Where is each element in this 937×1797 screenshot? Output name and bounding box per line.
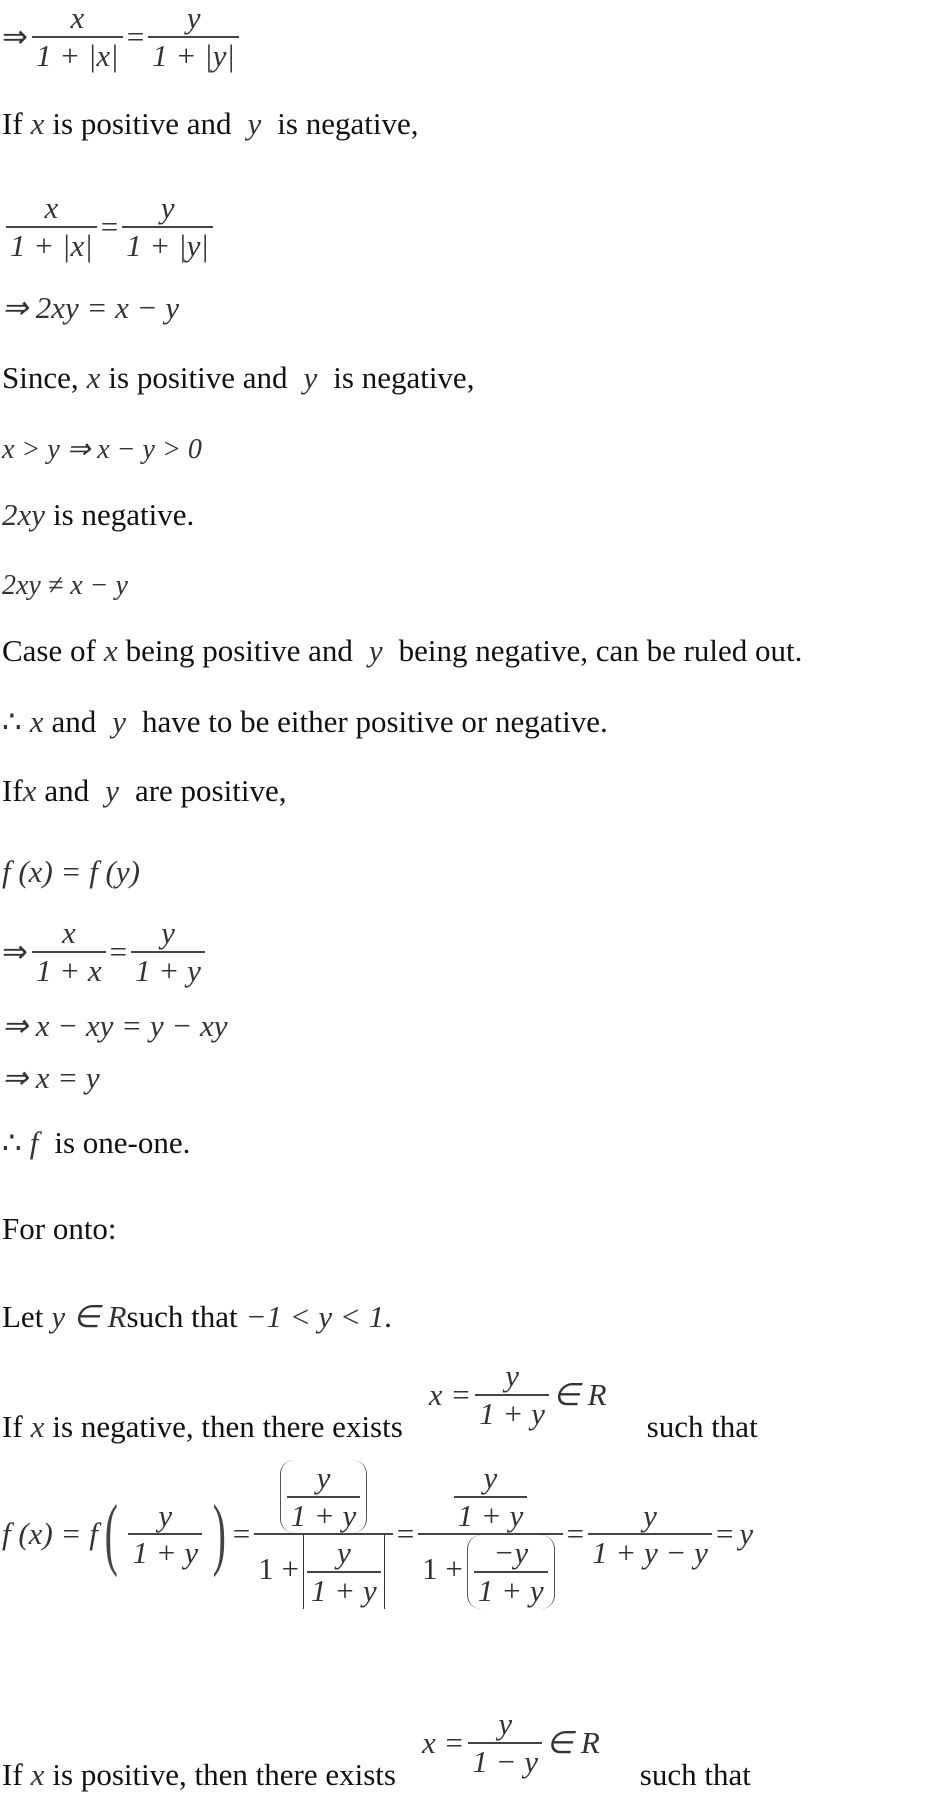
section-heading-onto: For onto: [2, 1211, 117, 1246]
math-var: x [22, 773, 37, 808]
denominator: 1 + y [290, 1497, 357, 1533]
math-var: x [29, 704, 44, 739]
math-expr: 2xy [2, 497, 46, 532]
text: . [384, 1299, 392, 1334]
math-var: x [30, 1409, 45, 1445]
text-line-11 [2, 773, 286, 809]
fraction [6, 190, 97, 263]
equals: = [396, 1516, 415, 1552]
math-expr: ∈ R [546, 1724, 600, 1760]
text: is positive and [108, 360, 288, 395]
text-line-19 [2, 1358, 758, 1445]
text: being positive and [125, 633, 353, 668]
denominator: 1 + x [35, 952, 102, 988]
text-line-18 [2, 1299, 392, 1335]
math-var: y [112, 704, 127, 739]
math-var: f [29, 1125, 39, 1160]
fraction [32, 915, 106, 988]
text: such that [639, 1757, 751, 1793]
text: have to be either positive or negative. [142, 704, 608, 739]
text: If [2, 1757, 23, 1793]
numerator: −y [493, 1535, 529, 1571]
parenthesized-fraction [467, 1535, 555, 1608]
fraction [128, 1498, 202, 1571]
absolute-value [303, 1535, 385, 1608]
text-line-2 [2, 106, 418, 142]
therefore-symbol: ∴ [2, 1125, 22, 1160]
math-expr: f (x) = f [2, 1516, 98, 1552]
math-expr: x = [428, 1376, 472, 1412]
text: is negative, [333, 360, 475, 395]
equals: = [100, 208, 119, 244]
math-var: x [30, 1757, 45, 1793]
math-expr: x = [421, 1724, 465, 1760]
text-line-10 [2, 704, 608, 740]
text-line-5 [2, 360, 474, 396]
math-var: y [105, 773, 119, 808]
numerator: y [161, 915, 175, 950]
equation-line-1 [2, 0, 243, 73]
math-var: y [739, 1516, 754, 1552]
fraction [122, 190, 213, 263]
right-paren: ) [212, 1490, 227, 1579]
denominator: 1 + |y| [126, 227, 209, 263]
denominator [254, 1535, 392, 1608]
equation-line-12: f (x) = f (y) [2, 854, 140, 889]
numerator: y [160, 190, 175, 225]
math-var: x [86, 360, 101, 395]
equation-line-8: 2xy ≠ x − y [2, 570, 128, 601]
fraction [588, 1498, 712, 1571]
text: is negative. [53, 497, 195, 532]
numerator: x [44, 190, 59, 225]
denominator: 1 + y − y [592, 1535, 708, 1571]
numerator: y [316, 1460, 331, 1495]
therefore-symbol: ∴ [2, 704, 22, 739]
fraction [254, 1460, 392, 1609]
equation-line-4: ⇒ 2xy = x − y [2, 290, 180, 325]
text: is positive, then there exists [52, 1757, 396, 1793]
numerator: x [61, 915, 76, 950]
denominator: 1 + |x| [10, 227, 93, 263]
text-line-16 [2, 1125, 190, 1161]
text: such that [646, 1409, 758, 1445]
numerator: y [505, 1358, 519, 1393]
fraction [32, 0, 123, 73]
equation-line-3 [2, 190, 217, 263]
text: are positive, [134, 773, 287, 808]
equation-line-6: x > y ⇒ x − y > 0 [2, 434, 202, 465]
numerator: y [186, 0, 201, 35]
equation-line-15: ⇒ x = y [2, 1060, 100, 1095]
equals: = [566, 1516, 585, 1552]
numerator: y [643, 1497, 657, 1533]
math-expr: 1 + [258, 1551, 299, 1587]
numerator: y [498, 1706, 513, 1741]
implies-symbol: ⇒ [2, 933, 28, 969]
equals: = [232, 1516, 251, 1552]
math-expr: −1 < y < 1 [245, 1299, 385, 1334]
math-var: x [30, 106, 45, 141]
numerator [272, 1460, 376, 1533]
denominator [418, 1535, 562, 1608]
denominator: 1 + y [132, 1535, 199, 1571]
math-var: y [247, 106, 262, 141]
text: If [2, 773, 23, 808]
text: being negative, can be ruled out. [398, 633, 803, 668]
denominator: 1 + y [477, 1572, 544, 1608]
denominator: 1 + y [479, 1395, 545, 1431]
text: is negative, then there exists [52, 1409, 403, 1445]
text: Since, [2, 360, 79, 395]
text: Case of [2, 633, 96, 668]
inline-equation [429, 1358, 607, 1431]
numerator: x [70, 0, 85, 35]
numerator [446, 1460, 536, 1533]
fraction [148, 0, 239, 73]
text-line-7 [2, 497, 194, 533]
text: is positive and [52, 106, 232, 141]
math-expr: y ∈ R [51, 1299, 127, 1334]
fraction [418, 1460, 562, 1609]
equation-line-14: ⇒ x − xy = y − xy [2, 1008, 228, 1043]
math-var: x [103, 633, 118, 668]
text: If [2, 106, 23, 141]
numerator: y [483, 1460, 498, 1495]
text: and [44, 773, 90, 808]
equals: = [715, 1516, 734, 1552]
text: If [2, 1409, 23, 1445]
text-line-21 [2, 1706, 751, 1793]
denominator: 1 + y [311, 1572, 377, 1608]
math-expr: 1 + [422, 1551, 463, 1587]
implies-symbol: ⇒ [2, 18, 28, 54]
text-line-9 [2, 633, 802, 669]
fraction [475, 1358, 549, 1431]
left-paren: ( [104, 1490, 118, 1579]
denominator: 1 + |y| [152, 37, 235, 73]
equation-line-13 [2, 915, 209, 988]
math-expr: ∈ R [552, 1376, 607, 1412]
text: Let [2, 1299, 44, 1334]
math-var: y [303, 360, 318, 395]
text: such that [126, 1299, 238, 1334]
equation-line-20 [2, 1460, 753, 1609]
numerator: y [336, 1535, 351, 1571]
text: is negative, [277, 106, 419, 141]
denominator: 1 + y [457, 1497, 524, 1533]
text: is one-one. [54, 1125, 191, 1160]
denominator: 1 + |x| [35, 37, 119, 73]
denominator: 1 − y [472, 1743, 539, 1779]
math-var: y [368, 633, 383, 668]
fraction [131, 915, 205, 988]
equals: = [126, 18, 145, 54]
denominator: 1 + y [135, 952, 201, 988]
numerator: y [158, 1497, 173, 1533]
text: and [51, 704, 97, 739]
inline-equation [422, 1706, 600, 1779]
fraction [468, 1706, 542, 1779]
equals: = [109, 933, 128, 969]
